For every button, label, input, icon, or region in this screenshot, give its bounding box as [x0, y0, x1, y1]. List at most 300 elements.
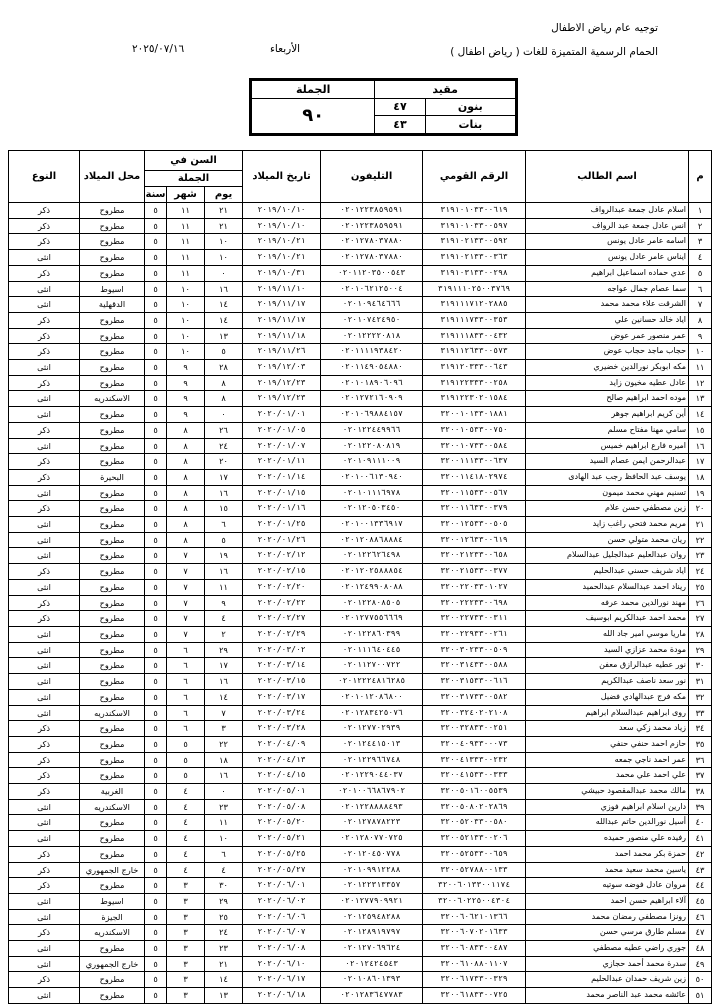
age-day: ١٤: [205, 972, 243, 988]
phone: ٠٢٠١٠٠٦٦٨٦٧٩٠٢: [321, 784, 423, 800]
table-row: [9, 579, 712, 595]
gender: ذكر: [9, 265, 80, 281]
age-day: ٢١: [205, 956, 243, 972]
student-name: زين شريف حمدان عبدالحليم: [526, 972, 689, 988]
gender: انثى: [9, 360, 80, 376]
total-count: ٩٠: [252, 98, 375, 133]
row-index: ٩: [689, 328, 712, 344]
birth-place: مطروح: [80, 517, 145, 533]
row-index: ٢٥: [689, 579, 712, 595]
age-day: ١٤: [205, 689, 243, 705]
birth-date: ٢٠١٩/١٠/٣١: [243, 265, 321, 281]
table-row: [9, 485, 712, 501]
age-month: ١٠: [167, 281, 205, 297]
national-id: ٣٢٠٠٥٢٠٣٣٠٠٥٨٠: [423, 815, 526, 831]
student-name: آلاء ابراهيم حسن احمد: [526, 893, 689, 909]
gender: انثى: [9, 893, 80, 909]
birth-date: ٢٠١٩/١١/٢٦: [243, 344, 321, 360]
birth-place: مطروح: [80, 752, 145, 768]
row-index: ٤٨: [689, 941, 712, 957]
age-month: ٧: [167, 564, 205, 580]
birth-place: مطروح: [80, 328, 145, 344]
table-row: [9, 721, 712, 737]
birth-date: ٢٠٢٠/٠٢/١٥: [243, 564, 321, 580]
age-year: ٥: [145, 815, 167, 831]
age-day: ١٧: [205, 469, 243, 485]
age-month: ١٠: [167, 328, 205, 344]
national-id: ٣٢٠٠٦٠٦٢١٠١٣٦٦: [423, 909, 526, 925]
directorate-title: توجيه عام رياض الاطفال: [551, 22, 658, 34]
birth-place: مطروح: [80, 579, 145, 595]
birth-place: مطروح: [80, 375, 145, 391]
age-day: ١٣: [205, 988, 243, 1004]
gender: انثى: [9, 642, 80, 658]
table-row: [9, 674, 712, 690]
age-year: ٥: [145, 893, 167, 909]
birth-place: اسيوط: [80, 281, 145, 297]
student-name: زين مصطفي حسن علام: [526, 501, 689, 517]
age-year: ٥: [145, 721, 167, 737]
age-month: ٨: [167, 485, 205, 501]
student-name: حمزة بكر محمد احمد: [526, 846, 689, 862]
row-index: ١٧: [689, 454, 712, 470]
age-month: ٧: [167, 595, 205, 611]
birth-place: مطروح: [80, 878, 145, 894]
gender: انثى: [9, 674, 80, 690]
student-name: عمر منصور عمر عوض: [526, 328, 689, 344]
national-id: ٣٢٠٠٣١٥٣٣٠٠٦١٦: [423, 674, 526, 690]
table-row: [9, 407, 712, 423]
table-row: [9, 956, 712, 972]
phone: ٠٢٠١٠٩٩١٢٢٨٨: [321, 862, 423, 878]
age-year: ٥: [145, 988, 167, 1004]
phone: ٠٢٠١٠٧٤٢٤٩٥٠: [321, 312, 423, 328]
table-row: [9, 689, 712, 705]
birth-date: ٢٠٢٠/٠٦/١٧: [243, 972, 321, 988]
row-index: ٣٣: [689, 705, 712, 721]
table-row: [9, 988, 712, 1004]
age-month: ٣: [167, 956, 205, 972]
age-month: ١١: [167, 234, 205, 250]
phone: ٠٢٠١٠١٨٩٠٦٠٩٦: [321, 375, 423, 391]
birth-date: ٢٠١٩/١٠/٢١: [243, 250, 321, 266]
age-day: ٢٣: [205, 941, 243, 957]
national-id: ٣١٩١١١٨٣٣٠٠٤٣٢: [423, 328, 526, 344]
age-day: ٢١: [205, 203, 243, 219]
row-index: ٣٧: [689, 768, 712, 784]
table-row: [9, 941, 712, 957]
age-day: ٠: [205, 784, 243, 800]
age-year: ٥: [145, 564, 167, 580]
student-name: أسيل نورالدين حاتم عبدالله: [526, 815, 689, 831]
age-year: ٥: [145, 360, 167, 376]
age-day: ٥: [205, 344, 243, 360]
col-birth-date: تاريخ الميلاد: [243, 151, 321, 203]
enrolled-label: مقيد: [375, 81, 516, 99]
gender: انثى: [9, 831, 80, 847]
phone: ٠٢٠١٢٢٨٦٠٣٩٩: [321, 626, 423, 642]
birth-date: ٢٠٢٠/٠٥/٢١: [243, 831, 321, 847]
row-index: ٣٤: [689, 721, 712, 737]
national-id: ٣٢٠٠٣١٧٣٣٠٠٥٨٢: [423, 689, 526, 705]
age-month: ٥: [167, 752, 205, 768]
row-index: ٤١: [689, 831, 712, 847]
age-month: ١١: [167, 265, 205, 281]
birth-place: مطروح: [80, 344, 145, 360]
birth-place: مطروح: [80, 611, 145, 627]
national-id: ٣٢٠٠٢١٢٣٣٠٠٦٥٨: [423, 548, 526, 564]
age-year: ٥: [145, 579, 167, 595]
row-index: ٦: [689, 281, 712, 297]
birth-place: خارج الجمهوري: [80, 956, 145, 972]
table-row: [9, 281, 712, 297]
table-row: [9, 469, 712, 485]
birth-place: مطروح: [80, 972, 145, 988]
birth-place: مطروح: [80, 846, 145, 862]
birth-date: ٢٠٢٠/٠٥/٢٥: [243, 846, 321, 862]
phone: ٠٢٠١٢٢٠٨٠٨١٩: [321, 438, 423, 454]
row-index: ٤: [689, 250, 712, 266]
age-year: ٥: [145, 752, 167, 768]
birth-place: الاسكندريه: [80, 799, 145, 815]
phone: ٠٢٠١٢٢٣١٣٣٥٧: [321, 878, 423, 894]
gender: ذكر: [9, 752, 80, 768]
col-day: يوم: [205, 187, 243, 203]
birth-place: البحيرة: [80, 469, 145, 485]
age-month: ٤: [167, 815, 205, 831]
birth-date: ٢٠٢٠/٠٢/٢٧: [243, 611, 321, 627]
national-id: ٣٢٠٠٤١٥٣٣٠٠٣٣٣: [423, 768, 526, 784]
age-year: ٥: [145, 658, 167, 674]
age-year: ٥: [145, 768, 167, 784]
birth-place: الدقهلية: [80, 297, 145, 313]
phone: ٠٢٠١٢٧٨٧٨٢٢٣: [321, 815, 423, 831]
national-id: ٣١٩١٢٢٣٠٢٠١٥٨٤: [423, 391, 526, 407]
row-index: ٤٠: [689, 815, 712, 831]
age-day: ١٠: [205, 234, 243, 250]
age-month: ٣: [167, 925, 205, 941]
gender: انثى: [9, 815, 80, 831]
national-id: ٣٢٠٠٦١٠٨٨٠١١٠٧: [423, 956, 526, 972]
birth-place: مطروح: [80, 721, 145, 737]
birth-place: مطروح: [80, 674, 145, 690]
gender: ذكر: [9, 862, 80, 878]
national-id: ٣٢٠٠٥٢٧٨٨٠٠١٣٣: [423, 862, 526, 878]
age-year: ٥: [145, 328, 167, 344]
school-name: الحمام الرسمية المتميزة للغات ( رياض اطفال ): [450, 46, 658, 58]
birth-date: ٢٠٢٠/٠١/١٥: [243, 485, 321, 501]
age-month: ٣: [167, 878, 205, 894]
table-row: [9, 375, 712, 391]
row-index: ٣٦: [689, 752, 712, 768]
table-row: [9, 360, 712, 376]
col-name: اسم الطالب: [526, 151, 689, 203]
age-year: ٥: [145, 438, 167, 454]
age-month: ٦: [167, 642, 205, 658]
age-day: ٩: [205, 595, 243, 611]
birth-date: ٢٠٢٠/٠١/٠٧: [243, 438, 321, 454]
phone: ٠٢٠١٢٧٠٦٩٦٢٤: [321, 941, 423, 957]
birth-date: ٢٠٢٠/٠٢/٢٢: [243, 595, 321, 611]
age-day: ٣: [205, 721, 243, 737]
phone: ٠٢٠١٢٢٤٤٩٩٦٦: [321, 422, 423, 438]
gender: ذكر: [9, 878, 80, 894]
age-month: ١٠: [167, 297, 205, 313]
birth-place: مطروح: [80, 941, 145, 957]
age-month: ٩: [167, 360, 205, 376]
gender: ذكر: [9, 925, 80, 941]
gender: ذكر: [9, 501, 80, 517]
phone: ٠٢٠١٢٧٧٥٥٦٦٦٩: [321, 611, 423, 627]
age-day: ٣٠: [205, 878, 243, 894]
table-row: [9, 438, 712, 454]
student-name: مكه فرج عبدالهادي فضيل: [526, 689, 689, 705]
age-year: ٥: [145, 501, 167, 517]
age-day: ٤: [205, 611, 243, 627]
row-index: ٢٢: [689, 532, 712, 548]
gender: ذكر: [9, 736, 80, 752]
student-name: الشرقت علاء محمد محمد: [526, 297, 689, 313]
phone: ٠٢٠١٢٧٧٠٢٩٣٩: [321, 721, 423, 737]
age-day: ١٠: [205, 831, 243, 847]
table-row: [9, 391, 712, 407]
national-id: ٣١٩١٢٢٣٣٣٠٠٢٥٨: [423, 375, 526, 391]
birth-date: ٢٠٢٠/٠٥/٠١: [243, 784, 321, 800]
national-id: ٣١٩١٠٢١٣٣٠٠٣٦٣: [423, 250, 526, 266]
age-month: ٨: [167, 422, 205, 438]
row-index: ٢: [689, 218, 712, 234]
row-index: ٤٢: [689, 846, 712, 862]
birth-place: مطروح: [80, 234, 145, 250]
age-month: ٤: [167, 862, 205, 878]
gender: ذكر: [9, 611, 80, 627]
birth-date: ٢٠٢٠/٠٦/٠٢: [243, 893, 321, 909]
gender: انثى: [9, 391, 80, 407]
age-month: ٣: [167, 909, 205, 925]
birth-date: ٢٠٢٠/٠٣/٢٨: [243, 721, 321, 737]
age-year: ٥: [145, 218, 167, 234]
table-row: [9, 312, 712, 328]
gender: انثى: [9, 517, 80, 533]
table-row: [9, 265, 712, 281]
day-label: الأربعاء: [270, 43, 301, 55]
age-day: ٢: [205, 626, 243, 642]
phone: ٠٢٠١٢٢٣٨٥٩٥٩١: [321, 203, 423, 219]
row-index: ٤٣: [689, 862, 712, 878]
student-name: ياسين محمد سعيد محمد: [526, 862, 689, 878]
gender: ذكر: [9, 972, 80, 988]
phone: ٠٢٠١١٢٠٣٥٠٠٥٤٣: [321, 265, 423, 281]
phone: ٠٢٠١٢٤٢٤٥٤٣: [321, 956, 423, 972]
gender: ذكر: [9, 564, 80, 580]
students-table: [8, 150, 712, 1004]
birth-place: مطروح: [80, 438, 145, 454]
row-index: ٢٣: [689, 548, 712, 564]
table-row: [9, 831, 712, 847]
national-id: ٣٢٠٠٢٢٩٣٣٠٠٢٦١: [423, 626, 526, 642]
birth-date: ٢٠٢٠/٠٤/١٥: [243, 768, 321, 784]
table-row: [9, 218, 712, 234]
age-year: ٥: [145, 736, 167, 752]
birth-place: الاسكندريه: [80, 391, 145, 407]
row-index: ٢١: [689, 517, 712, 533]
student-name: سما عصام جمال عواجه: [526, 281, 689, 297]
birth-date: ٢٠٢٠/٠٤/١٣: [243, 752, 321, 768]
table-row: [9, 532, 712, 548]
student-name: اياد خالد حسانين علي: [526, 312, 689, 328]
table-row: [9, 972, 712, 988]
col-age-in: السن في: [145, 151, 243, 171]
student-name: عمر احمد ناجي جمعه: [526, 752, 689, 768]
birth-date: ٢٠٢٠/٠٣/١٥: [243, 674, 321, 690]
age-month: ٤: [167, 784, 205, 800]
phone: ٠٢٠١٢٢٣٨٥٩٥٩١: [321, 218, 423, 234]
birth-date: ٢٠٢٠/٠٢/١٢: [243, 548, 321, 564]
row-index: ٤٩: [689, 956, 712, 972]
phone: ٠٢٠١٢٧٨٠٣٧٨٨٠: [321, 234, 423, 250]
col-gender: النوع: [9, 151, 80, 203]
birth-place: مطروح: [80, 360, 145, 376]
age-year: ٥: [145, 532, 167, 548]
gender: ذكر: [9, 784, 80, 800]
phone: ٠٢٠١٢٨٣٤٢٥٠٧٦: [321, 705, 423, 721]
table-row: [9, 909, 712, 925]
age-year: ٥: [145, 469, 167, 485]
row-index: ٣٢: [689, 689, 712, 705]
age-day: ١٦: [205, 564, 243, 580]
gender: ذكر: [9, 344, 80, 360]
student-name: مالك محمد عبدالمقصود حبيشي: [526, 784, 689, 800]
age-year: ٥: [145, 626, 167, 642]
age-year: ٥: [145, 517, 167, 533]
gender: ذكر: [9, 234, 80, 250]
phone: ٠٢٠١٠٠٦١٣٠٩٤٠: [321, 469, 423, 485]
age-day: ١٦: [205, 768, 243, 784]
age-year: ٥: [145, 846, 167, 862]
national-id: ٣١٩١١١٠٢٥٠٠٣٧٦٩: [423, 281, 526, 297]
age-day: ١١: [205, 579, 243, 595]
national-id: ٣٢٠٠٥٠١٦٠٠٥٥٣٩: [423, 784, 526, 800]
age-day: ٢٨: [205, 360, 243, 376]
age-month: ٨: [167, 454, 205, 470]
gender: انثى: [9, 281, 80, 297]
phone: ٠٢٠١١٢٧٠٠٧٢٢: [321, 658, 423, 674]
age-day: ١٣: [205, 328, 243, 344]
age-day: ٢٩: [205, 893, 243, 909]
national-id: ٣٢٠٠٥٠٨٠٢٠٢٨٦٩: [423, 799, 526, 815]
gender: ذكر: [9, 375, 80, 391]
gender: ذكر: [9, 454, 80, 470]
age-month: ١٠: [167, 312, 205, 328]
birth-place: مطروح: [80, 658, 145, 674]
age-month: ١١: [167, 203, 205, 219]
age-month: ٨: [167, 532, 205, 548]
national-id: ٣٢٠٠٦٠٧٠٢٠١٦٣٣: [423, 925, 526, 941]
age-month: ٩: [167, 375, 205, 391]
row-index: ٢٨: [689, 626, 712, 642]
student-name: اميره فارع ابراهيم خميس: [526, 438, 689, 454]
phone: ٠٢٠١٢٨٩١٩٧٩٧: [321, 925, 423, 941]
age-month: ٨: [167, 501, 205, 517]
gender: انثى: [9, 532, 80, 548]
table-row: [9, 611, 712, 627]
age-month: ٧: [167, 626, 205, 642]
student-name: اسامه عامر عادل يونس: [526, 234, 689, 250]
col-phone: التليفون: [321, 151, 423, 203]
student-name: اياد شريف حسني عبدالحليم: [526, 564, 689, 580]
student-name: رونزا مصطفي رمضان محمد: [526, 909, 689, 925]
birth-place: مطروح: [80, 831, 145, 847]
birth-place: مطروح: [80, 626, 145, 642]
age-month: ٣: [167, 988, 205, 1004]
age-year: ٥: [145, 956, 167, 972]
age-month: ٤: [167, 846, 205, 862]
age-day: ٢٤: [205, 438, 243, 454]
national-id: ٣١٩١١١٧٣٣٠٠٣٥٣: [423, 312, 526, 328]
birth-place: مطروح: [80, 768, 145, 784]
table-row: [9, 564, 712, 580]
national-id: ٣٢٠٠٣١٤٣٣٠٠٥٨٨: [423, 658, 526, 674]
row-index: ٣٨: [689, 784, 712, 800]
gender: انثى: [9, 956, 80, 972]
birth-date: ٢٠٢٠/٠٥/٢٧: [243, 862, 321, 878]
student-name: حجاب ماجد حجاب عوض: [526, 344, 689, 360]
age-day: ٦: [205, 517, 243, 533]
boys-count: ٤٧: [375, 98, 425, 116]
table-row: [9, 328, 712, 344]
student-name: مهند نورالدين محمد عرفه: [526, 595, 689, 611]
row-index: ١٩: [689, 485, 712, 501]
birth-place: مطروح: [80, 642, 145, 658]
national-id: ٣١٩١١٢٦٣٣٠٠٥٧٣: [423, 344, 526, 360]
student-name: عبدالرحمن ايمن عصام السيد: [526, 454, 689, 470]
gender: ذكر: [9, 595, 80, 611]
student-name: ريناد احمد عبدالسلام عبدالحميد: [526, 579, 689, 595]
birth-date: ٢٠١٩/١١/١٠: [243, 281, 321, 297]
birth-place: مطروح: [80, 595, 145, 611]
age-month: ٦: [167, 689, 205, 705]
age-year: ٥: [145, 265, 167, 281]
student-name: روان عبدالعليم عبدالجليل عبدالسلام: [526, 548, 689, 564]
national-id: ٣٢٠٠٦١٧٣٣٠٠٣٢٩: [423, 972, 526, 988]
phone: ٠٢٠١٢٤٤١٥٠١٣: [321, 736, 423, 752]
student-name: يوسف عبد الحافظ رجب عبد الهادى: [526, 469, 689, 485]
birth-date: ٢٠٢٠/٠١/٢٦: [243, 532, 321, 548]
gender: انثى: [9, 297, 80, 313]
table-row: [9, 642, 712, 658]
national-id: ٣٢٠٠٦١٨٣٣٠٠٧٢٥: [423, 988, 526, 1004]
age-month: ١٠: [167, 344, 205, 360]
birth-place: مطروح: [80, 815, 145, 831]
age-day: ٨: [205, 375, 243, 391]
row-index: ٥١: [689, 988, 712, 1004]
row-index: ٢٩: [689, 642, 712, 658]
age-day: ١٠: [205, 250, 243, 266]
girls-label: بنات: [425, 116, 515, 134]
table-row: [9, 768, 712, 784]
birth-date: ٢٠٢٠/٠٣/١٧: [243, 689, 321, 705]
gender: انثى: [9, 626, 80, 642]
age-year: ٥: [145, 344, 167, 360]
national-id: ٣٢٠٠١١٤١٨٠٢٩٧٤: [423, 469, 526, 485]
phone: ٠٢٠١٠١١١٦٩٧٨: [321, 485, 423, 501]
age-year: ٥: [145, 391, 167, 407]
phone: ٠٢٠١٢٧٨٠٣٧٨٨٠: [321, 250, 423, 266]
birth-date: ٢٠٢٠/٠٣/٠٢: [243, 642, 321, 658]
phone: ٠٢٠١٠٨٦٠١٣٩٣: [321, 972, 423, 988]
birth-date: ٢٠٢٠/٠٤/٠٩: [243, 736, 321, 752]
girls-count: ٤٣: [375, 116, 425, 134]
